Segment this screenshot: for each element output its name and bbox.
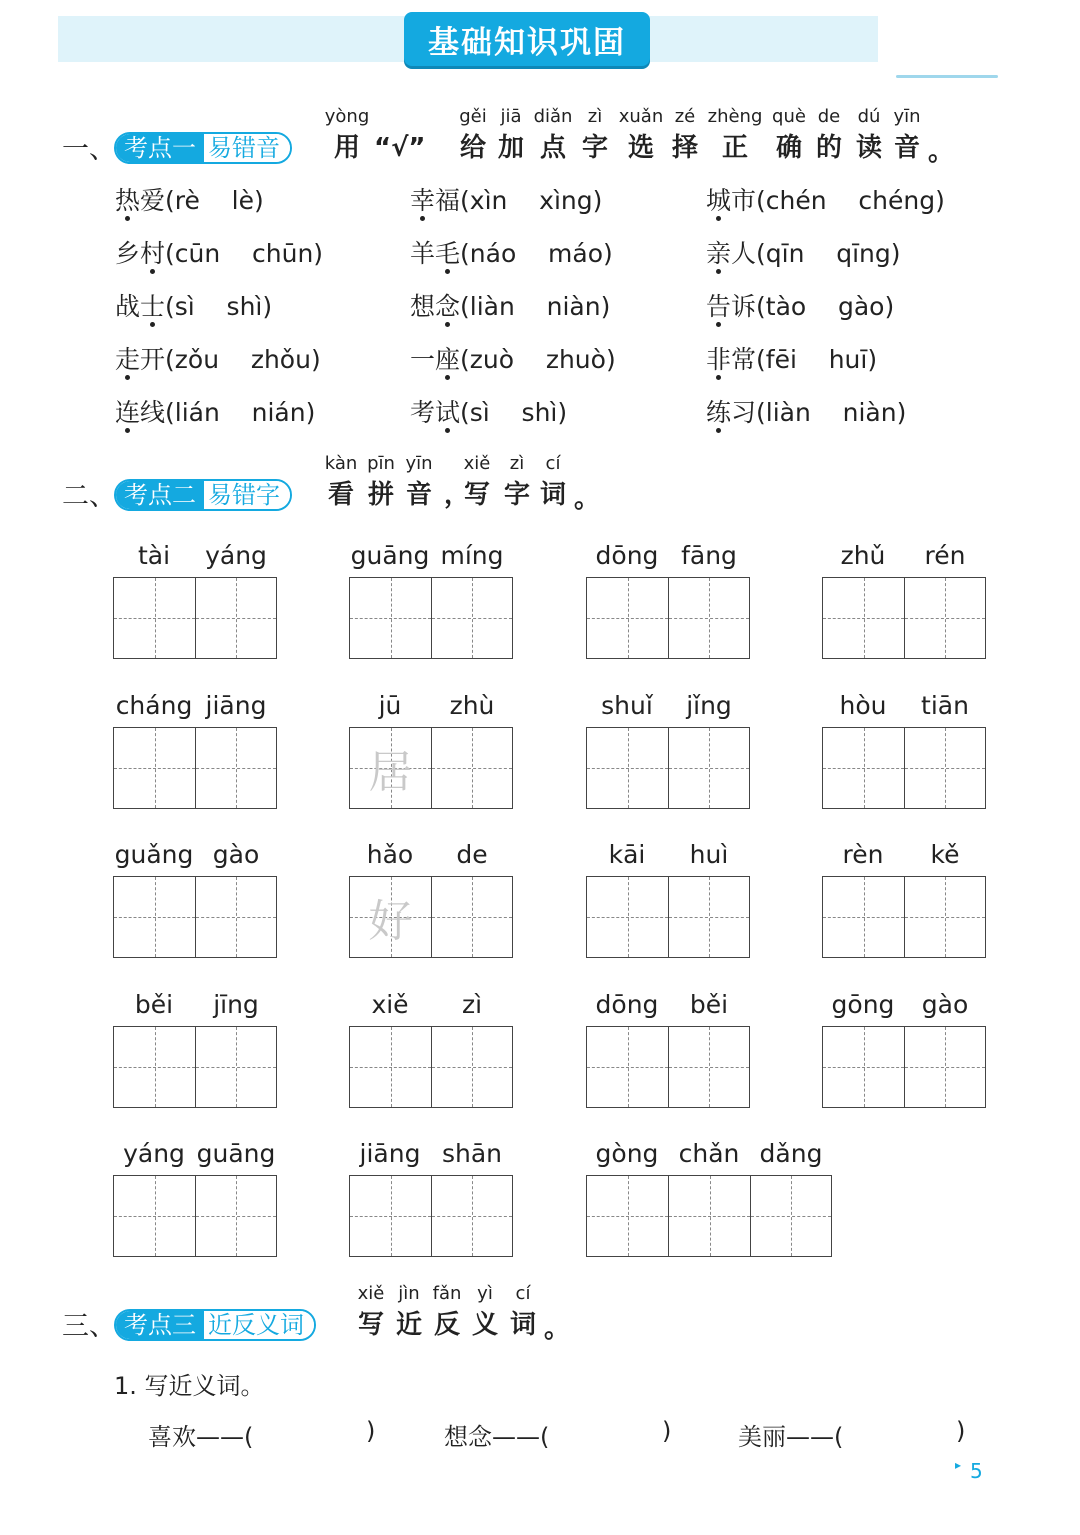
instruction-pinyin: xiě	[463, 453, 491, 474]
instruction-pinyin: què	[772, 106, 806, 127]
grid-pinyin: běi	[689, 990, 729, 1019]
instruction-char: 加	[498, 133, 525, 163]
pronunciation-item	[115, 241, 323, 266]
instruction-pinyin: cí	[545, 453, 561, 474]
grid-guide-horizontal	[587, 1067, 668, 1068]
word-char: 福	[435, 186, 461, 215]
instruction-pinyin: yòng	[324, 106, 370, 127]
header-decoration	[896, 75, 998, 78]
grid-pinyin: dōng	[595, 990, 659, 1019]
word-char: 座	[435, 345, 461, 374]
instruction-char: 的	[816, 133, 843, 163]
tianzige-cell[interactable]	[822, 577, 905, 659]
instruction-char: 反	[434, 1310, 461, 1340]
word-char: 非	[706, 345, 732, 374]
instruction-end: 。	[928, 137, 955, 167]
tianzige-cell[interactable]	[195, 727, 277, 809]
instruction-char: 近	[396, 1310, 423, 1340]
pinyin-options[interactable]: (cūn chūn)	[165, 239, 324, 268]
grid-guide-horizontal	[587, 917, 668, 918]
grid-guide-horizontal	[196, 768, 276, 769]
grid-pinyin: gōng	[831, 990, 895, 1019]
grid-pinyin: yáng	[205, 541, 267, 570]
grid-pinyin: gào	[212, 840, 260, 869]
instruction-char: 字	[504, 480, 531, 510]
tianzige-cell[interactable]	[586, 1175, 669, 1257]
pinyin-options[interactable]: (qīn qīng)	[756, 239, 901, 268]
grid-guide-horizontal	[587, 618, 668, 619]
grid-pinyin: dōng	[595, 541, 659, 570]
word-char: 市	[731, 186, 757, 215]
grid-pinyin: shān	[441, 1139, 503, 1168]
word-char: 试	[435, 398, 461, 427]
page-number: 5	[970, 1459, 983, 1483]
grid-pinyin: míng	[440, 541, 504, 570]
section2-badge-topic: 易错字	[204, 481, 290, 509]
grid-pinyin: rèn	[842, 840, 884, 869]
instruction-pinyin: kàn	[324, 453, 358, 474]
tianzige-cell[interactable]	[113, 727, 196, 809]
grid-pinyin: jǐng	[686, 691, 732, 720]
word-char: 一	[410, 345, 436, 374]
pronunciation-item	[410, 347, 616, 372]
grid-guide-horizontal	[905, 917, 985, 918]
word-char: 人	[731, 239, 757, 268]
synonym-answer-blank[interactable]	[868, 1417, 952, 1447]
pronunciation-item	[706, 294, 894, 319]
tianzige-cell[interactable]	[349, 876, 432, 958]
tianzige-cell[interactable]	[904, 577, 986, 659]
pinyin-options[interactable]: (rè lè)	[165, 186, 264, 215]
pinyin-options[interactable]: (liàn niàn)	[756, 398, 907, 427]
grid-pinyin: tài	[137, 541, 171, 570]
word-char: 爱	[140, 186, 166, 215]
pronunciation-item	[410, 188, 602, 213]
grid-guide-horizontal	[751, 1216, 831, 1217]
pinyin-options[interactable]: (zǒu zhǒu)	[165, 345, 321, 374]
tianzige-cell[interactable]	[113, 876, 196, 958]
word-char: 乡	[115, 239, 141, 268]
pronunciation-item	[706, 188, 945, 213]
instruction-pinyin: jiā	[500, 106, 522, 127]
grid-pinyin: xiě	[371, 990, 409, 1019]
instruction-char: 写	[464, 480, 491, 510]
tianzige-cell[interactable]	[586, 876, 669, 958]
tianzige-cell[interactable]	[431, 1026, 513, 1108]
pinyin-options[interactable]: (sì shì)	[460, 398, 568, 427]
tianzige-cell[interactable]	[668, 1175, 751, 1257]
word-char: 念	[435, 292, 461, 321]
tianzige-cell[interactable]	[904, 727, 986, 809]
instruction-char: 正	[722, 133, 749, 163]
pronunciation-item	[115, 188, 264, 213]
section2-badge	[114, 479, 292, 511]
grid-pinyin: tiān	[921, 691, 969, 720]
instruction-char: 义	[472, 1310, 499, 1340]
instruction-char: 点	[540, 133, 567, 163]
pronunciation-item	[706, 400, 906, 425]
grid-pinyin: cháng	[115, 691, 193, 720]
pronunciation-item	[115, 294, 272, 319]
word-char: 常	[731, 345, 757, 374]
synonym-subtitle: 1. 写近义词。	[114, 1372, 265, 1400]
pronunciation-item	[706, 347, 877, 372]
instruction-char: 选	[628, 133, 655, 163]
instruction-char: “√”	[374, 133, 426, 163]
instruction-pinyin: diǎn	[533, 106, 573, 127]
grid-guide-horizontal	[905, 1067, 985, 1068]
pronunciation-item	[706, 241, 901, 266]
synonym-close-paren: )	[956, 1417, 966, 1445]
grid-pinyin: fāng	[681, 541, 737, 570]
tianzige-cell[interactable]	[113, 577, 196, 659]
grid-guide-horizontal	[587, 768, 668, 769]
section3-badge	[114, 1309, 316, 1341]
instruction-pinyin: dú	[857, 106, 881, 127]
grid-pinyin: shuǐ	[601, 691, 653, 720]
synonym-close-paren: )	[662, 1417, 672, 1445]
grid-guide-horizontal	[669, 768, 749, 769]
grid-guide-horizontal	[114, 1216, 195, 1217]
tianzige-cell[interactable]	[904, 876, 986, 958]
tianzige-cell[interactable]	[668, 727, 750, 809]
grid-pinyin: huì	[689, 840, 729, 869]
page-arrow-icon: ▸	[955, 1458, 962, 1472]
grid-pinyin: jīng	[213, 990, 259, 1019]
instruction-char: 音	[894, 133, 921, 163]
grid-guide-horizontal	[669, 618, 749, 619]
instruction-char: 择	[672, 133, 699, 163]
word-char: 幸	[410, 186, 436, 215]
grid-pinyin: yáng	[123, 1139, 185, 1168]
word-char: 士	[140, 292, 166, 321]
grid-pinyin: zì	[461, 990, 483, 1019]
grid-pinyin: guāng	[196, 1139, 276, 1168]
tianzige-cell[interactable]	[668, 876, 750, 958]
word-char: 考	[410, 398, 436, 427]
grid-guide-horizontal	[823, 618, 904, 619]
synonym-answer-blank[interactable]	[278, 1417, 362, 1447]
instruction-char: 词	[510, 1310, 537, 1340]
grid-hint-char: 好	[368, 896, 413, 947]
tianzige-cell[interactable]	[822, 727, 905, 809]
grid-pinyin: dǎng	[759, 1139, 823, 1168]
grid-guide-horizontal	[196, 1216, 276, 1217]
instruction-end: 。	[574, 484, 601, 514]
instruction-end: 。	[544, 1314, 571, 1344]
grid-guide-horizontal	[669, 917, 749, 918]
grid-pinyin: gào	[921, 990, 969, 1019]
word-char: 线	[140, 398, 166, 427]
grid-guide-horizontal	[669, 1067, 749, 1068]
instruction-char: 音	[406, 480, 433, 510]
section3-badge-topic: 近反义词	[204, 1311, 314, 1339]
tianzige-cell[interactable]	[349, 727, 432, 809]
instruction-pinyin: zé	[674, 106, 696, 127]
tianzige-cell[interactable]	[668, 577, 750, 659]
instruction-pinyin: yīn	[405, 453, 433, 474]
section3-badge-label: 考点三	[116, 1311, 204, 1339]
tianzige-cell[interactable]	[668, 1026, 750, 1108]
word-char: 连	[115, 398, 141, 427]
grid-pinyin: rén	[924, 541, 966, 570]
pinyin-options[interactable]: (sì shì)	[165, 292, 273, 321]
synonym-word: 美丽——(	[738, 1423, 844, 1451]
tianzige-cell[interactable]	[431, 1175, 513, 1257]
pinyin-options[interactable]: (chén chéng)	[756, 186, 945, 215]
page-title: 基础知识巩固	[404, 12, 650, 66]
grid-guide-horizontal	[196, 1067, 276, 1068]
section3-number: 三、	[62, 1311, 116, 1342]
grid-pinyin: běi	[134, 990, 174, 1019]
grid-pinyin: jiāng	[359, 1139, 421, 1168]
tianzige-cell[interactable]	[349, 1026, 432, 1108]
tianzige-cell[interactable]	[195, 876, 277, 958]
word-char: 练	[706, 398, 732, 427]
grid-guide-horizontal	[114, 618, 195, 619]
grid-guide-horizontal	[432, 917, 512, 918]
instruction-char: 拼	[368, 480, 395, 510]
pinyin-options[interactable]: (náo máo)	[460, 239, 613, 268]
instruction-pinyin: yì	[477, 1283, 493, 1304]
section1-badge	[114, 132, 292, 164]
grid-guide-horizontal	[114, 917, 195, 918]
grid-pinyin: guāng	[350, 541, 430, 570]
word-char: 羊	[410, 239, 436, 268]
instruction-pinyin: fǎn	[432, 1283, 462, 1304]
instruction-char: 写	[358, 1310, 385, 1340]
grid-guide-horizontal	[350, 618, 431, 619]
pinyin-options[interactable]: (tào gào)	[756, 292, 895, 321]
grid-pinyin: hǎo	[366, 840, 414, 869]
grid-pinyin: zhǔ	[840, 541, 886, 570]
instruction-pinyin: pīn	[367, 453, 395, 474]
grid-guide-horizontal	[587, 1216, 668, 1217]
word-char: 告	[706, 292, 732, 321]
section1-number: 一、	[62, 134, 116, 165]
section2-badge-label: 考点二	[116, 481, 204, 509]
pinyin-options[interactable]: (fēi huī)	[756, 345, 878, 374]
tianzige-cell[interactable]	[195, 577, 277, 659]
pronunciation-item	[115, 347, 321, 372]
pronunciation-item	[410, 241, 613, 266]
tianzige-cell[interactable]	[349, 577, 432, 659]
word-char: 走	[115, 345, 141, 374]
pronunciation-item	[115, 400, 315, 425]
grid-pinyin: hòu	[839, 691, 887, 720]
instruction-char: 读	[856, 133, 883, 163]
tianzige-cell[interactable]	[822, 876, 905, 958]
grid-guide-horizontal	[350, 1216, 431, 1217]
word-char: 开	[140, 345, 166, 374]
tianzige-cell[interactable]	[750, 1175, 832, 1257]
instruction-pinyin: zhèng	[707, 106, 763, 127]
instruction-pinyin: yīn	[893, 106, 921, 127]
grid-guide-horizontal	[432, 1216, 512, 1217]
word-char: 诉	[731, 292, 757, 321]
grid-guide-horizontal	[114, 768, 195, 769]
tianzige-cell[interactable]	[431, 727, 513, 809]
grid-pinyin: gòng	[595, 1139, 659, 1168]
pinyin-options[interactable]: (zuò zhuò)	[460, 345, 616, 374]
word-char: 战	[115, 292, 141, 321]
instruction-pinyin: xuǎn	[618, 106, 664, 127]
instruction-char: 给	[460, 133, 487, 163]
instruction-pinyin: zì	[509, 453, 525, 474]
grid-pinyin: kě	[930, 840, 960, 869]
grid-guide-horizontal	[905, 768, 985, 769]
tianzige-cell[interactable]	[195, 1175, 277, 1257]
pronunciation-item	[410, 294, 610, 319]
grid-pinyin: jū	[378, 691, 402, 720]
tianzige-cell[interactable]	[195, 1026, 277, 1108]
synonym-close-paren: )	[366, 1417, 376, 1445]
tianzige-cell[interactable]	[431, 577, 513, 659]
instruction-char: 字	[582, 133, 609, 163]
instruction-char: 看	[328, 480, 355, 510]
pinyin-options[interactable]: (lián nián)	[165, 398, 316, 427]
word-char: 毛	[435, 239, 461, 268]
grid-pinyin: jiāng	[205, 691, 267, 720]
instruction-char: 用	[334, 133, 361, 163]
synonym-word: 喜欢——(	[148, 1423, 254, 1451]
tianzige-cell[interactable]	[586, 727, 669, 809]
pronunciation-item	[410, 400, 567, 425]
grid-guide-horizontal	[350, 1067, 431, 1068]
pinyin-options[interactable]: (liàn niàn)	[460, 292, 611, 321]
grid-guide-horizontal	[196, 917, 276, 918]
instruction-char: ，	[444, 480, 471, 510]
grid-guide-horizontal	[114, 1067, 195, 1068]
instruction-pinyin: zì	[587, 106, 603, 127]
tianzige-cell[interactable]	[586, 577, 669, 659]
tianzige-cell[interactable]	[431, 876, 513, 958]
word-char: 想	[410, 292, 436, 321]
grid-guide-horizontal	[432, 768, 512, 769]
grid-pinyin: chǎn	[678, 1139, 740, 1168]
word-char: 习	[731, 398, 757, 427]
instruction-pinyin: jìn	[398, 1283, 420, 1304]
instruction-pinyin: gěi	[459, 106, 487, 127]
grid-guide-horizontal	[432, 618, 512, 619]
grid-pinyin: de	[456, 840, 488, 869]
synonym-answer-blank[interactable]	[574, 1417, 658, 1447]
synonym-word: 想念——(	[444, 1423, 550, 1451]
grid-guide-horizontal	[823, 768, 904, 769]
word-char: 城	[706, 186, 732, 215]
tianzige-cell[interactable]	[113, 1026, 196, 1108]
instruction-pinyin: cí	[515, 1283, 531, 1304]
grid-guide-horizontal	[196, 618, 276, 619]
section1-badge-label: 考点一	[116, 134, 204, 162]
word-char: 村	[140, 239, 166, 268]
word-char: 亲	[706, 239, 732, 268]
section1-badge-topic: 易错音	[204, 134, 290, 162]
instruction-pinyin: xiě	[357, 1283, 385, 1304]
tianzige-cell[interactable]	[904, 1026, 986, 1108]
tianzige-cell[interactable]	[349, 1175, 432, 1257]
grid-guide-horizontal	[905, 618, 985, 619]
word-char: 热	[115, 186, 141, 215]
section2-number: 二、	[62, 481, 116, 512]
instruction-char: 确	[776, 133, 803, 163]
pinyin-options[interactable]: (xìn xìng)	[460, 186, 603, 215]
grid-pinyin: kāi	[608, 840, 646, 869]
grid-pinyin: zhù	[449, 691, 495, 720]
grid-guide-horizontal	[823, 1067, 904, 1068]
tianzige-cell[interactable]	[586, 1026, 669, 1108]
grid-guide-horizontal	[823, 917, 904, 918]
instruction-char: 词	[540, 480, 567, 510]
tianzige-cell[interactable]	[822, 1026, 905, 1108]
instruction-pinyin: de	[817, 106, 841, 127]
tianzige-cell[interactable]	[113, 1175, 196, 1257]
grid-guide-horizontal	[432, 1067, 512, 1068]
grid-pinyin: guǎng	[114, 840, 194, 869]
grid-hint-char: 居	[368, 747, 413, 798]
grid-guide-horizontal	[669, 1216, 750, 1217]
